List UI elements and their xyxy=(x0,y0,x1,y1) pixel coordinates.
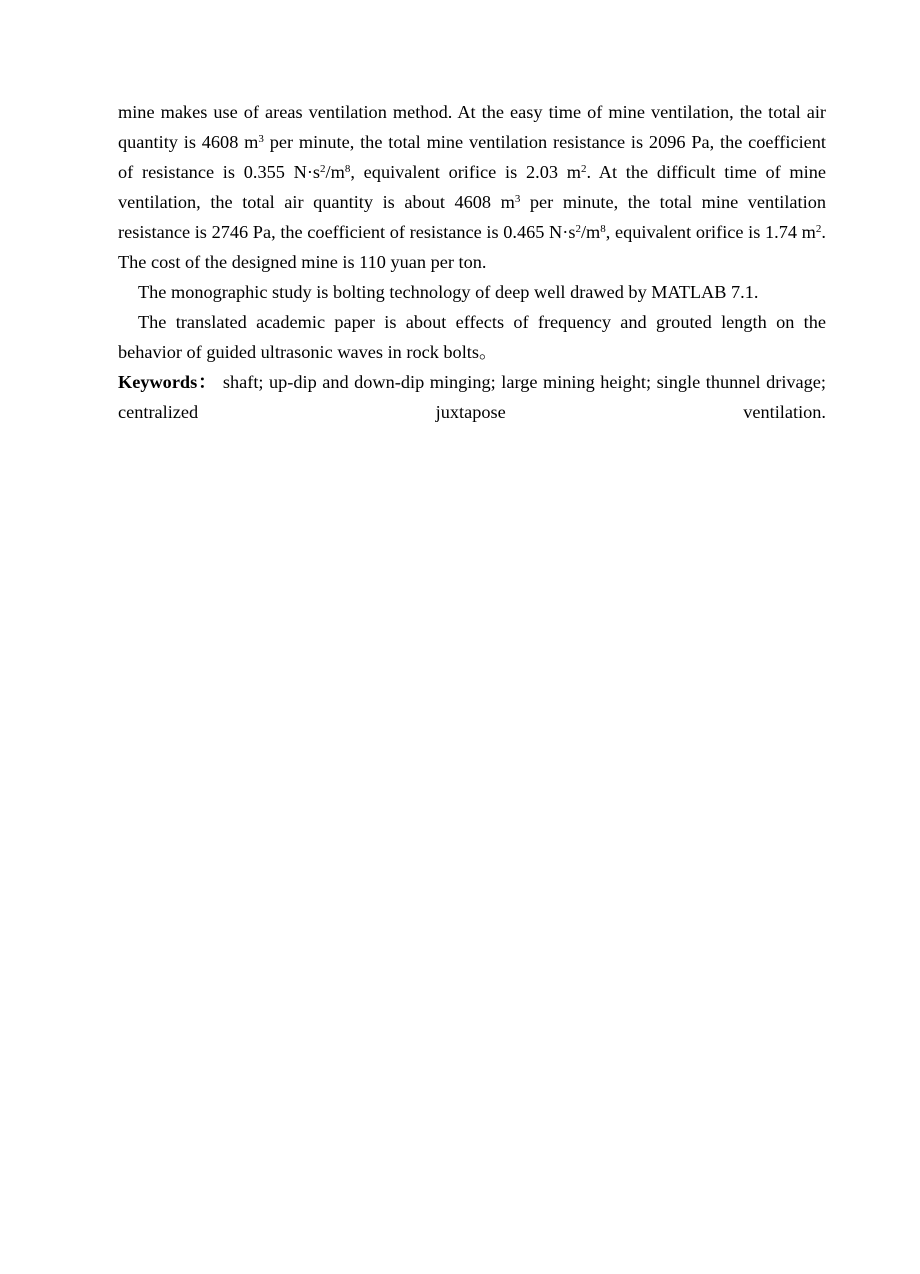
keywords-text: shaft; up-dip and down-dip minging; large mining height; single thunnel drivage; centralized juxtapose ventilation. xyxy=(118,372,826,422)
keywords-line xyxy=(118,367,826,427)
abstract-paragraph-ventilation xyxy=(118,97,826,277)
superscript: 2 xyxy=(815,223,822,235)
text-run: , equivalent orifice is 1.74 m xyxy=(605,222,816,242)
abstract-paragraph-monographic-study: The monographic study is bolting technology of deep well drawed by MATLAB 7.1. xyxy=(138,282,759,302)
text-run: . At the difficult time of mine ventilation, the total air quantity is about 4608 m xyxy=(118,162,826,212)
text-run: per minute, the total mine ventilation resistance is 2096 Pa, the coefficient of resistance is 0.355 N·s xyxy=(118,132,826,182)
superscript: 3 xyxy=(258,133,264,145)
text-run: /m xyxy=(325,162,345,182)
abstract-body xyxy=(118,97,826,427)
text-run: , equivalent orifice is 2.03 m xyxy=(350,162,581,182)
text-run: . The cost of the designed mine is 110 yuan per ton. xyxy=(118,222,826,272)
abstract-paragraph-translated-paper: The translated academic paper is about effects of frequency and grouted length on the behavior of guided ultrasonic waves in rock bolts。 xyxy=(118,312,826,362)
keywords-label: Keywords： xyxy=(118,372,218,392)
superscript: 2 xyxy=(580,163,587,175)
superscript: 2 xyxy=(575,223,581,235)
superscript: 3 xyxy=(514,193,521,205)
text-run: per minute, the total mine ventilation resistance is 2746 Pa, the coefficient of resistance is 0.465 N·s xyxy=(118,192,826,242)
superscript: 2 xyxy=(320,163,326,175)
text-run: mine makes use of areas ventilation method. At the easy time of mine ventilation, the total air quantity is 4608 m xyxy=(118,102,826,152)
superscript: 8 xyxy=(344,163,351,175)
text-run: /m xyxy=(580,222,601,242)
superscript: 8 xyxy=(600,223,606,235)
